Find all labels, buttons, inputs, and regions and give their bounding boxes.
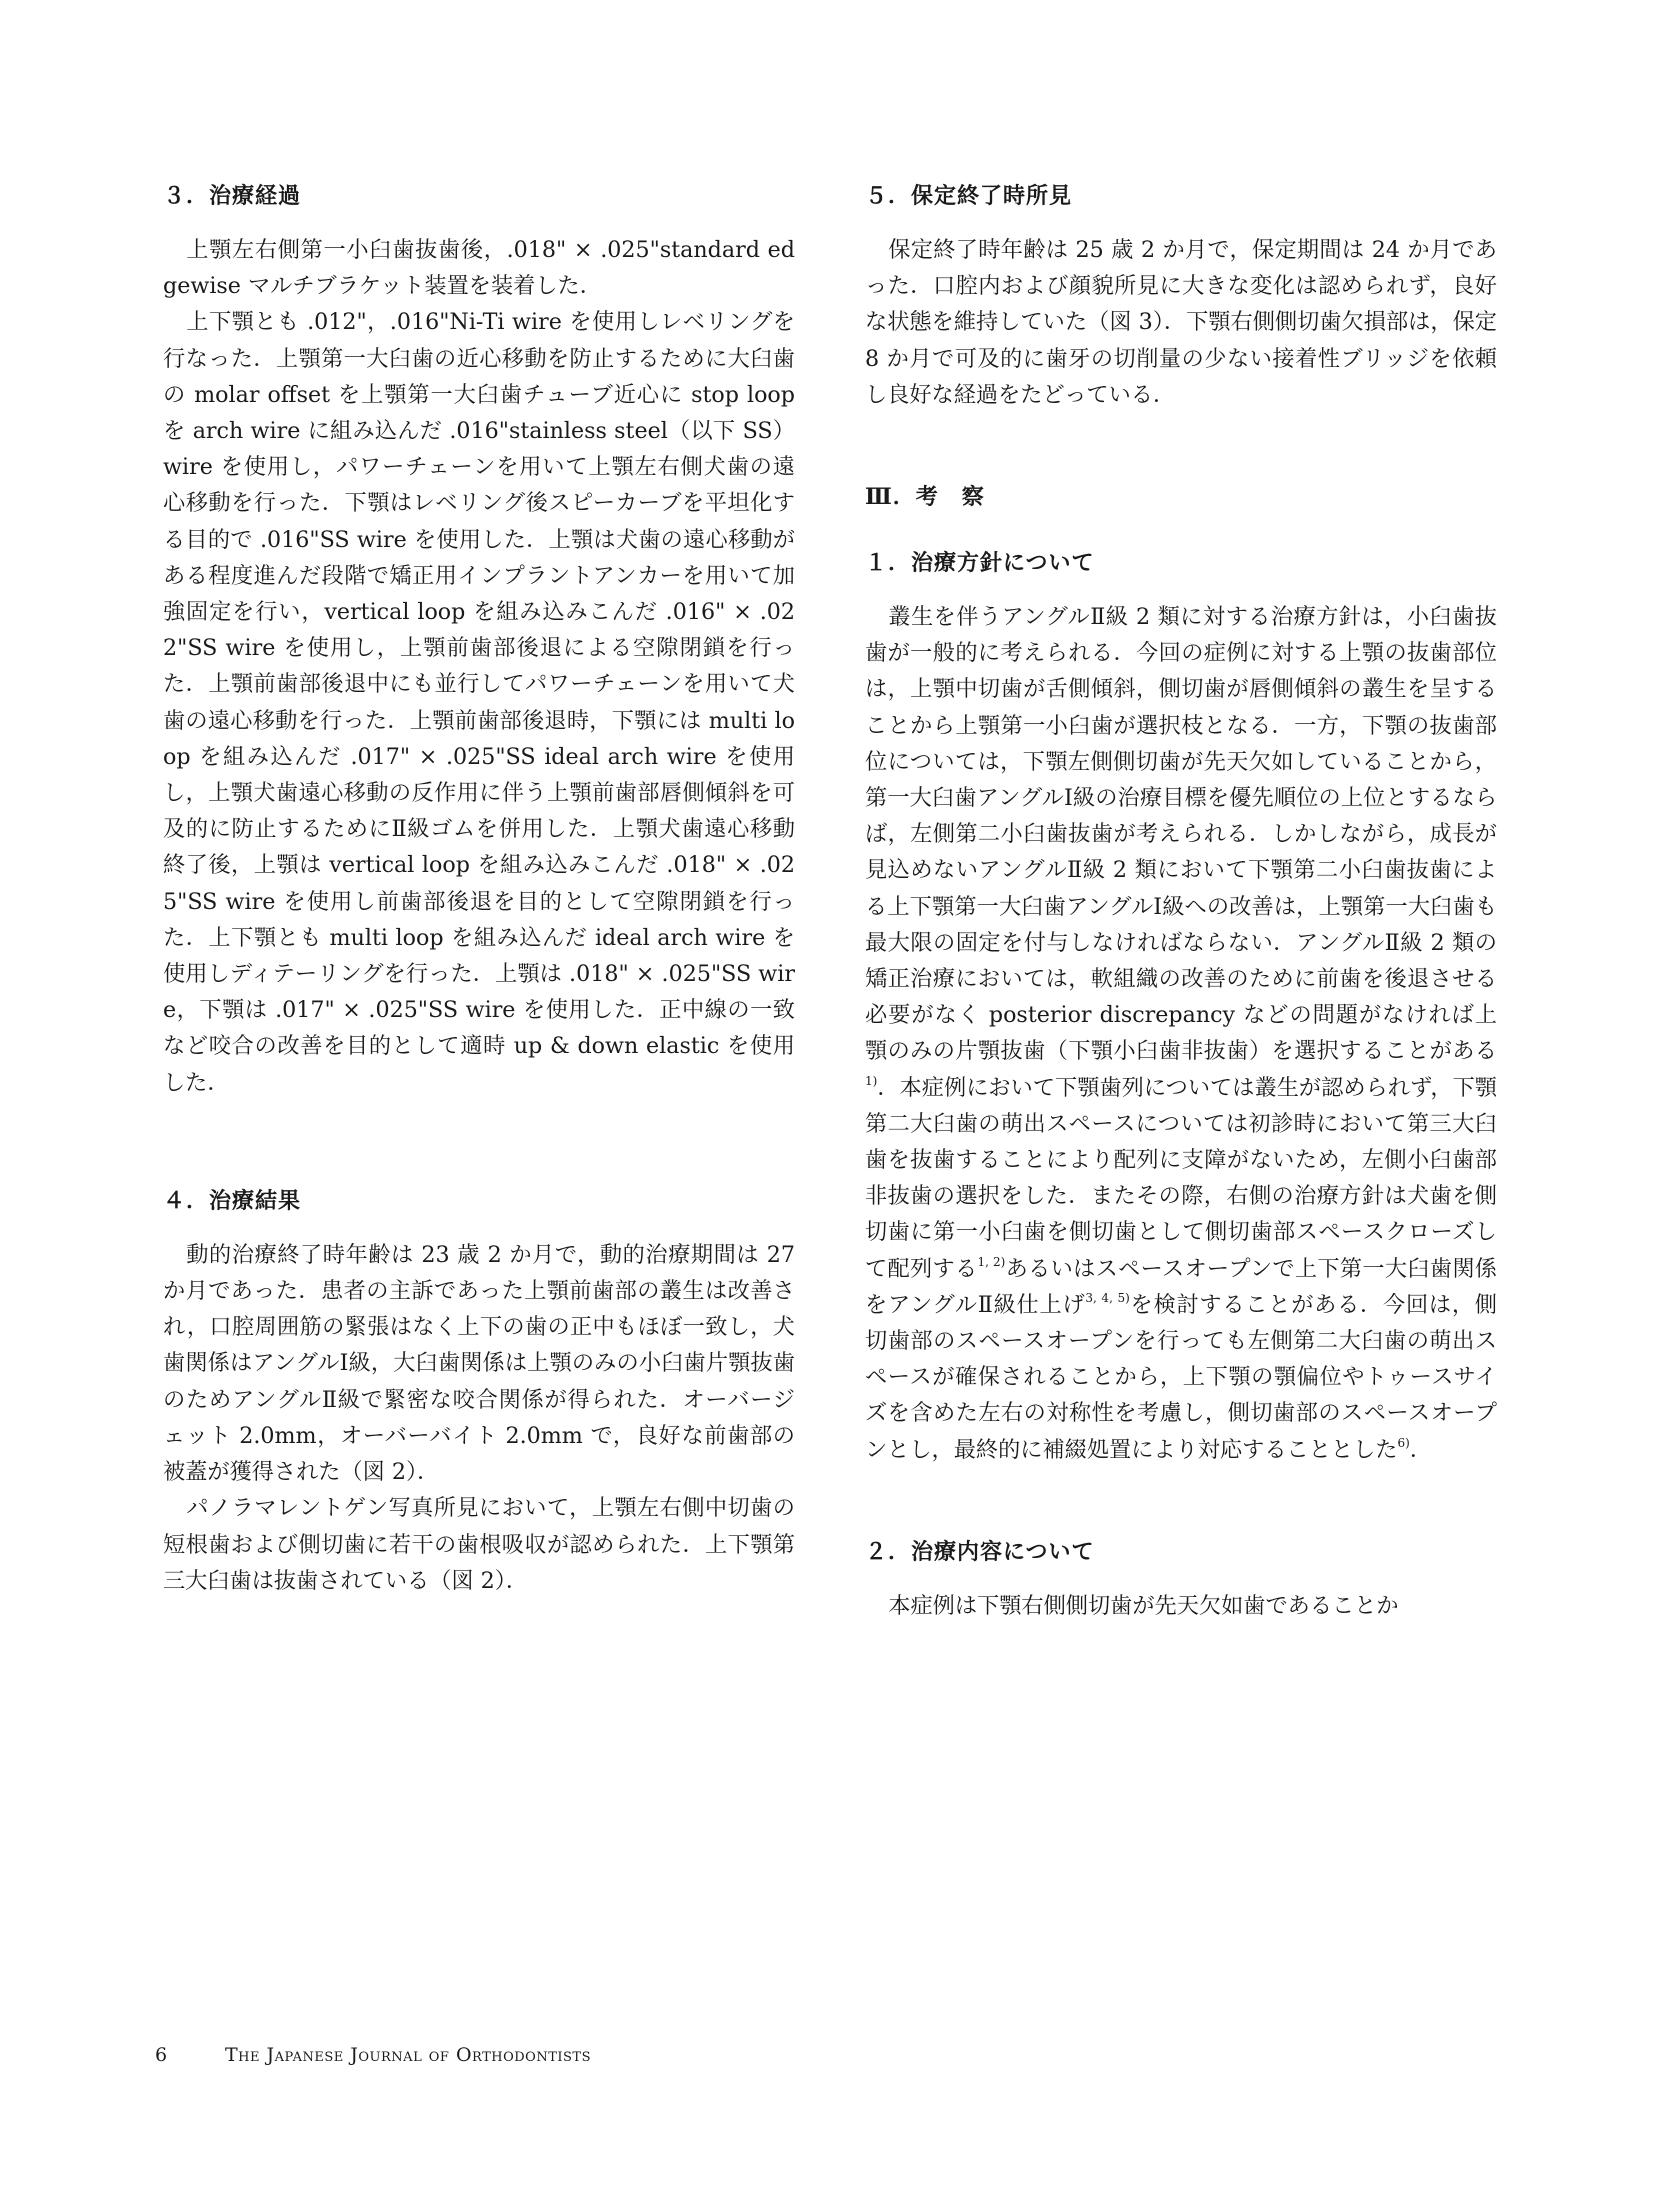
right-column <box>865 178 1497 1624</box>
paragraph: 保定終了時年齢は 25 歳 2 か月で，保定期間は 24 か月であった．口腔内および顔貌所見に大きな変化は認められず，良好な状態を維持していた（図 3）．下顎右側側切歯欠損部は，保定 8 か月で可及的に歯牙の切削量の少ない接着性ブリッジを依頼し良好な経過をたどっている． <box>865 237 1497 408</box>
text-run: 叢生を伴うアングルⅡ級 2 類に対する治療方針は，小臼歯抜歯が一般的に考えられる．今回の症例に対する上顎の抜歯部位は，上顎中切歯が舌側傾斜，側切歯が唇側傾斜の叢生を呈することから上顎第一小臼歯が選択枝となる．一方，下顎の抜歯部位については，下顎左側側切歯が先天欠如していることから，第一大臼歯アングルⅠ級の治療目標を優先順位の上位とするならば，左側第二小臼歯抜歯が考えられる．しかしながら，成長が見込めないアングルⅡ級 2 類において下顎第二小臼歯抜歯による上下顎第一大臼歯アングルⅠ級への改善は，上顎第一大臼歯も最大限の固定を付与しなければならない．アングルⅡ級 2 類の矯正治療においては，軟組織の改善のために前歯を後退させる必要がなく posterior discrepancy などの問題がなければ上顎のみの片顎抜歯（下顎小臼歯非抜歯）を選択することがある <box>865 604 1498 1065</box>
reference-citation: 1, 2) <box>977 1254 1006 1269</box>
section-heading-treatment-content: ２．治療内容について <box>865 1538 1095 1565</box>
paragraph: 動的治療終了時年齢は 23 歳 2 か月で，動的治療期間は 27 か月であった．患者の主訴であった上顎前歯部の叢生は改善され，口腔周囲筋の緊張はなく上下の歯の正中もほぼ一致し，犬歯関係はアングルⅠ級，大臼歯関係は上顎のみの小臼歯片顎抜歯のためアングルⅡ級で緊密な咬合関係が得られた．オーバージェット 2.0mm，オーバーバイト 2.0mm で，良好な前歯部の被蓋が獲得された（図 2）． <box>163 1241 796 1486</box>
reference-citation: 1) <box>865 1073 878 1088</box>
reference-citation: 3, 4, 5) <box>1085 1290 1130 1305</box>
section-heading-treatment-course: ３．治療経過 <box>163 183 302 209</box>
paragraph: パノラマレントゲン写真所見において，上顎左右側中切歯の短根歯および側切歯に若干の歯根吸収が認められた．上下顎第三大臼歯は抜歯されている（図 2）． <box>163 1495 795 1594</box>
text-run: あるいはスペースオープンで上下第一大臼歯関係をアングルⅡ級仕上げ <box>865 1255 1497 1318</box>
paragraph: 上下顎とも .012"，.016"Ni-Ti wire を使用しレベリングを行なった．上顎第一大臼歯の近心移動を防止するために大臼歯の molar offset を上顎第一大臼歯チューブ近心に stop loop を arch wire に組み込んだ .016"stainless steel（以下 SS）wire を使用し，パワーチェーンを用いて上顎左右側犬歯の遠心移動を行った．下顎はレベリング後スピーカーブを平坦化する目的で .016"SS wire を使用した．上顎は犬歯の遠心移動がある程度進んだ段階で矯正用インプラントアンカーを用いて加強固定を行い，vertical loop を組み込みこんだ .016" × .022"SS wire を使用し，上顎前歯部後退による空隙閉鎖を行った．上顎前歯部後退中にも並行してパワーチェーンを用いて犬歯の遠心移動を行った．上顎前歯部後退時，下顎には multi loop を組み込んだ .017" × .025"SS ideal arch wire を使用し，上顎犬歯遠心移動の反作用に伴う上顎前歯部唇側傾斜を可及的に防止するためにⅡ級ゴムを併用した．上顎犬歯遠心移動終了後，上顎は vertical loop を組み込みこんだ .018" × .025"SS wire を使用し前歯部後退を目的として空隙閉鎖を行った．上下顎とも multi loop を組み込んだ ideal arch wire を使用しディテーリングを行った．上顎は .018" × .025"SS wire，下顎は .017" × .025"SS wire を使用した．正中線の一致など咬合の改善を目的として適時 up & down elastic を使用した． <box>163 309 795 1096</box>
paragraph <box>865 599 1497 1468</box>
reference-citation: 6) <box>1397 1435 1410 1450</box>
paragraph: 上顎左右側第一小臼歯抜歯後，.018" × .025"standard edgewise マルチブラケット装置を装着した． <box>163 237 795 300</box>
section-heading-treatment-results: ４．治療結果 <box>163 1187 302 1214</box>
page-number: 6 <box>155 2044 168 2066</box>
text-run: ． <box>1409 1436 1433 1463</box>
page-footer <box>155 2043 591 2067</box>
paragraph: 本症例は下顎右側側切歯が先天欠如歯であることか <box>888 1592 1399 1619</box>
text-run: を検討することがある．今回は，側切歯部のスペースオープンを行っても左側第二大臼歯の萌出スペースが確保されることから，上下顎の顎偏位やトゥースサイズを含めた左右の対称性を考慮し，側切歯部のスペースオープンとし，最終的に補綴処置により対応することとした <box>865 1291 1497 1463</box>
left-column <box>163 178 795 1599</box>
chapter-heading-discussion: Ⅲ．考 察 <box>865 484 985 511</box>
journal-title: The Japanese Journal of Orthodontists <box>225 2044 592 2066</box>
text-run: ．本症例において下顎歯列については叢生が認められず，下顎第二大臼歯の萌出スペースについては初診時において第三大臼歯を抜歯することにより配列に支障がないため，左側小臼歯部非抜歯の選択をした．またその際，右側の治療方針は犬歯を側切歯に第一小臼歯を側切歯として側切歯部スペースクローズして配列する <box>865 1074 1497 1282</box>
section-heading-retention-findings: ５．保定終了時所見 <box>865 183 1073 209</box>
section-heading-treatment-policy: １．治療方針について <box>865 550 1095 577</box>
